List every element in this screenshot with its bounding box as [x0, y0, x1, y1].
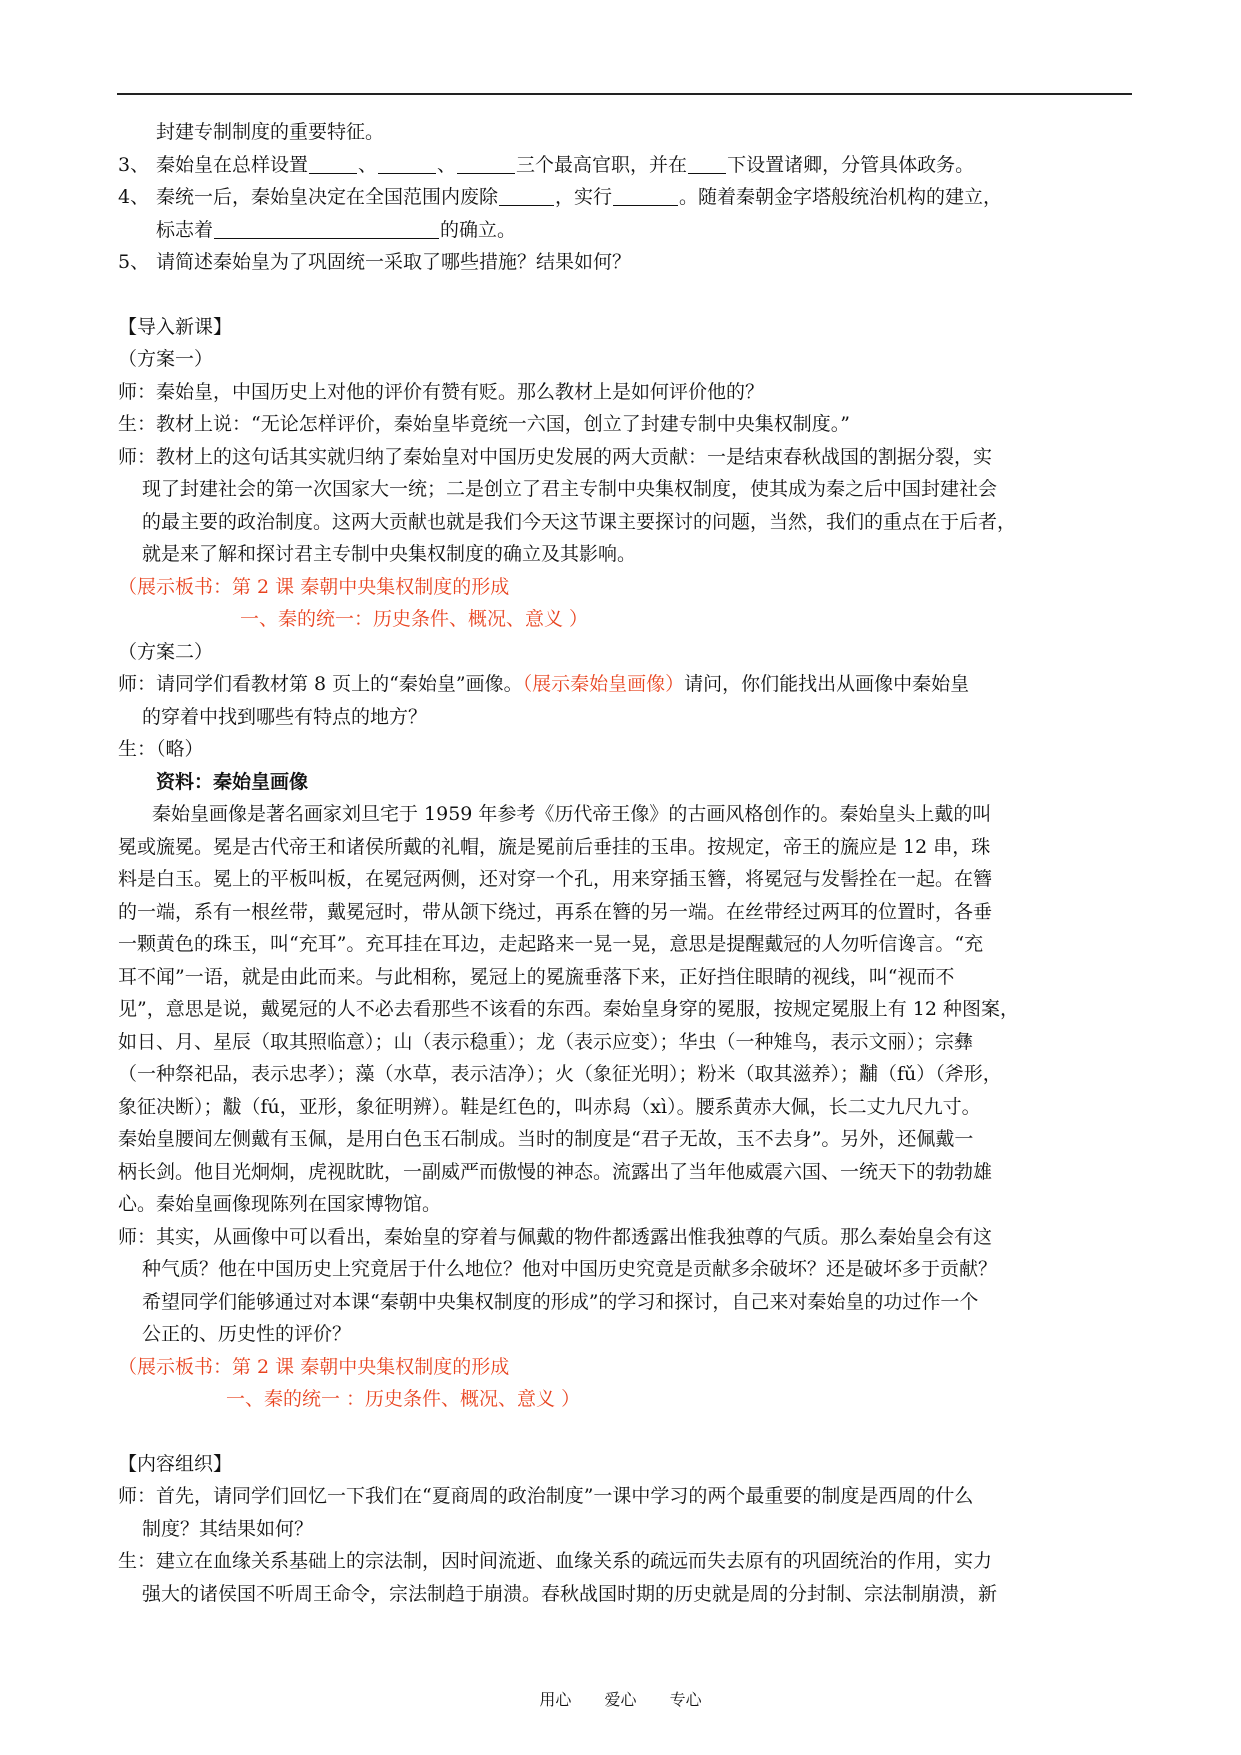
plan-2-label: （方案二）	[118, 640, 214, 663]
board-note: （展示板书：第 2 课 秦朝中央集权制度的形成	[118, 1355, 510, 1378]
dialogue-line: 就是来了解和探讨君主专制中央集权制度的确立及其影响。	[142, 543, 637, 565]
dialogue-line: 种气质？他在中国历史上究竟居于什么地位？他对中国历史究竟是贡献多余破坏？还是破坏多于贡献？	[142, 1258, 998, 1280]
board-note: 一、秦的统一 ：历史条件、概况、意义 ）	[226, 1388, 581, 1410]
resource-line: 秦始皇画像是著名画家刘旦宅于 1959 年参考《历代帝王像》的古画风格创作的。秦始皇头上戴的叫	[152, 803, 992, 825]
dialogue-line: 的穿着中找到哪些有特点的地方？	[142, 705, 428, 728]
blank-field	[378, 153, 436, 174]
dialogue-line: 现了封建社会的第一次国家大一统；二是创立了君主专制中央集权制度，使其成为秦之后中国封建社会	[142, 478, 998, 500]
resource-line: 一颗黄色的珠玉，叫“充耳”。充耳挂在耳边，走起路来一晃一晃，意思是提醒戴冠的人勿听信谗言。“充	[118, 933, 984, 955]
resource-line: 冕或旒冕。冕是古代帝王和诸侯所戴的礼帽，旒是冕前后垂挂的玉串。按规定，帝王的旒应是 12 串，珠	[118, 835, 991, 858]
dialogue-line: 师：其实，从画像中可以看出，秦始皇的穿着与佩戴的物件都透露出惟我独尊的气质。那么秦始皇会有这	[118, 1225, 993, 1248]
header-rule	[117, 93, 1132, 95]
document-body	[118, 116, 1130, 1610]
q2-continuation: 封建专制制度的重要特征。	[156, 121, 385, 143]
blank-field	[613, 185, 678, 206]
resource-line: 耳不闻”一语，就是由此而来。与此相称，冕冠上的冕旒垂落下来，正好挡住眼睛的视线，叫“视而不	[118, 965, 955, 988]
blank-field	[688, 153, 726, 174]
board-note: （展示板书：第 2 课 秦朝中央集权制度的形成	[118, 575, 510, 598]
footer-text: 用心	[539, 1690, 572, 1709]
plan-1-label: （方案一）	[118, 348, 214, 370]
dialogue-line: 师：秦始皇，中国历史上对他的评价有赞有贬。那么教材上是如何评价他的？	[118, 380, 765, 403]
footer-text: 专心	[669, 1690, 702, 1709]
dialogue-line: 希望同学们能够通过对本课“秦朝中央集权制度的形成”的学习和探讨，自己来对秦始皇的功过作一个	[142, 1290, 979, 1313]
page-footer	[0, 1687, 1241, 1710]
resource-line: 料是白玉。冕上的平板叫板，在冕冠两侧，还对穿一个孔，用来穿插玉簪，将冕冠与发髻拴在一起。在簪	[118, 868, 993, 890]
dialogue-line: 公正的、历史性的评价？	[142, 1323, 352, 1345]
board-note: 一、秦的统一：历史条件、概况、意义 ）	[240, 608, 589, 630]
resource-line: 心。秦始皇画像现陈列在国家博物馆。	[118, 1193, 442, 1215]
dialogue-line: 生：教材上说：“无论怎样评价，秦始皇毕竟统一六国，创立了封建专制中央集权制度。”	[118, 413, 850, 435]
resource-title: 资料：秦始皇画像	[156, 770, 309, 793]
intro-heading: 【导入新课】	[118, 315, 233, 338]
q5-number: 5、	[118, 251, 150, 273]
board-note-inline: （展示秦始皇画像）	[522, 673, 685, 695]
blank-field	[499, 185, 554, 206]
question-4-cont: 标志着 的确立。	[156, 218, 517, 241]
q4-number: 4、	[118, 186, 150, 208]
resource-line: 象征决断）；黻（fú，亚形，象征明辨）。鞋是红色的，叫赤舄（xì）。腰系黄赤大佩，长二丈九尺九寸。	[118, 1095, 981, 1118]
resource-line: 见”，意思是说，戴冕冠的人不必去看那些不该看的东西。秦始皇身穿的冕服，按规定冕服上有 12 种图案，	[118, 998, 1019, 1020]
dialogue-line: 师：请同学们看教材第 8 页上的“秦始皇”画像。（展示秦始皇画像）请问，你们能找出从画像中秦始皇	[118, 673, 970, 695]
question-3: 3、 秦始皇在总样设置 、 、 三个最高官职，并在 下设置诸卿，分管具体政务。	[118, 149, 1130, 182]
blank-field	[457, 153, 515, 174]
content-heading: 【内容组织】	[118, 1452, 233, 1475]
dialogue-line: 师：首先，请同学们回忆一下我们在“夏商周的政治制度”一课中学习的两个最重要的制度是西周的什么	[118, 1485, 974, 1507]
dialogue-line: 的最主要的政治制度。这两大贡献也就是我们今天这节课主要探讨的问题，当然，我们的重点在于后者，	[142, 510, 1017, 533]
blank-field	[309, 153, 357, 174]
q3-number: 3、	[118, 153, 150, 176]
dialogue-line: 师：教材上的这句话其实就归纳了秦始皇对中国历史发展的两大贡献：一是结束春秋战国的割据分裂，实	[118, 445, 993, 468]
resource-line: 秦始皇腰间左侧戴有玉佩，是用白色玉石制成。当时的制度是“君子无故，玉不去身”。另外，还佩戴一	[118, 1128, 974, 1150]
dialogue-line: 强大的诸侯国不听周王命令，宗法制趋于崩溃。春秋战国时期的历史就是周的分封制、宗法制崩溃，新	[142, 1582, 998, 1605]
blank-field	[214, 218, 439, 239]
resource-line: 如日、月、星辰（取其照临意）；山（表示稳重）；龙（表示应变）；华虫（一种雉鸟，表示文丽）；宗彝	[118, 1030, 974, 1053]
resource-line: 柄长剑。他目光炯炯，虎视眈眈，一副威严而傲慢的神态。流露出了当年他威震六国、一统天下的勃勃雄	[118, 1160, 993, 1183]
dialogue-line: 生：（略）	[118, 738, 204, 760]
dialogue-line: 生：建立在血缘关系基础上的宗法制，因时间流逝、血缘关系的疏远而失去原有的巩固统治的作用，实力	[118, 1550, 993, 1572]
resource-line: 的一端，系有一根丝带，戴冕冠时，带从颌下绕过，再系在簪的另一端。在丝带经过两耳的位置时，各垂	[118, 900, 993, 923]
footer-text: 爱心	[604, 1690, 637, 1709]
resource-line: （一种祭祀品，表示忠孝）；藻（水草，表示洁净）；火（象征光明）；粉米（取其滋养）；黼（fǔ）（斧形，	[118, 1063, 1002, 1085]
question-5: 5、 请简述秦始皇为了巩固统一采取了哪些措施？结果如何？	[118, 246, 1130, 279]
dialogue-line: 制度？其结果如何？	[142, 1517, 314, 1540]
question-4: 4、 秦统一后，秦始皇决定在全国范围内废除 ，实行 。随着秦朝金字塔般统治机构的建立，	[118, 181, 1130, 214]
